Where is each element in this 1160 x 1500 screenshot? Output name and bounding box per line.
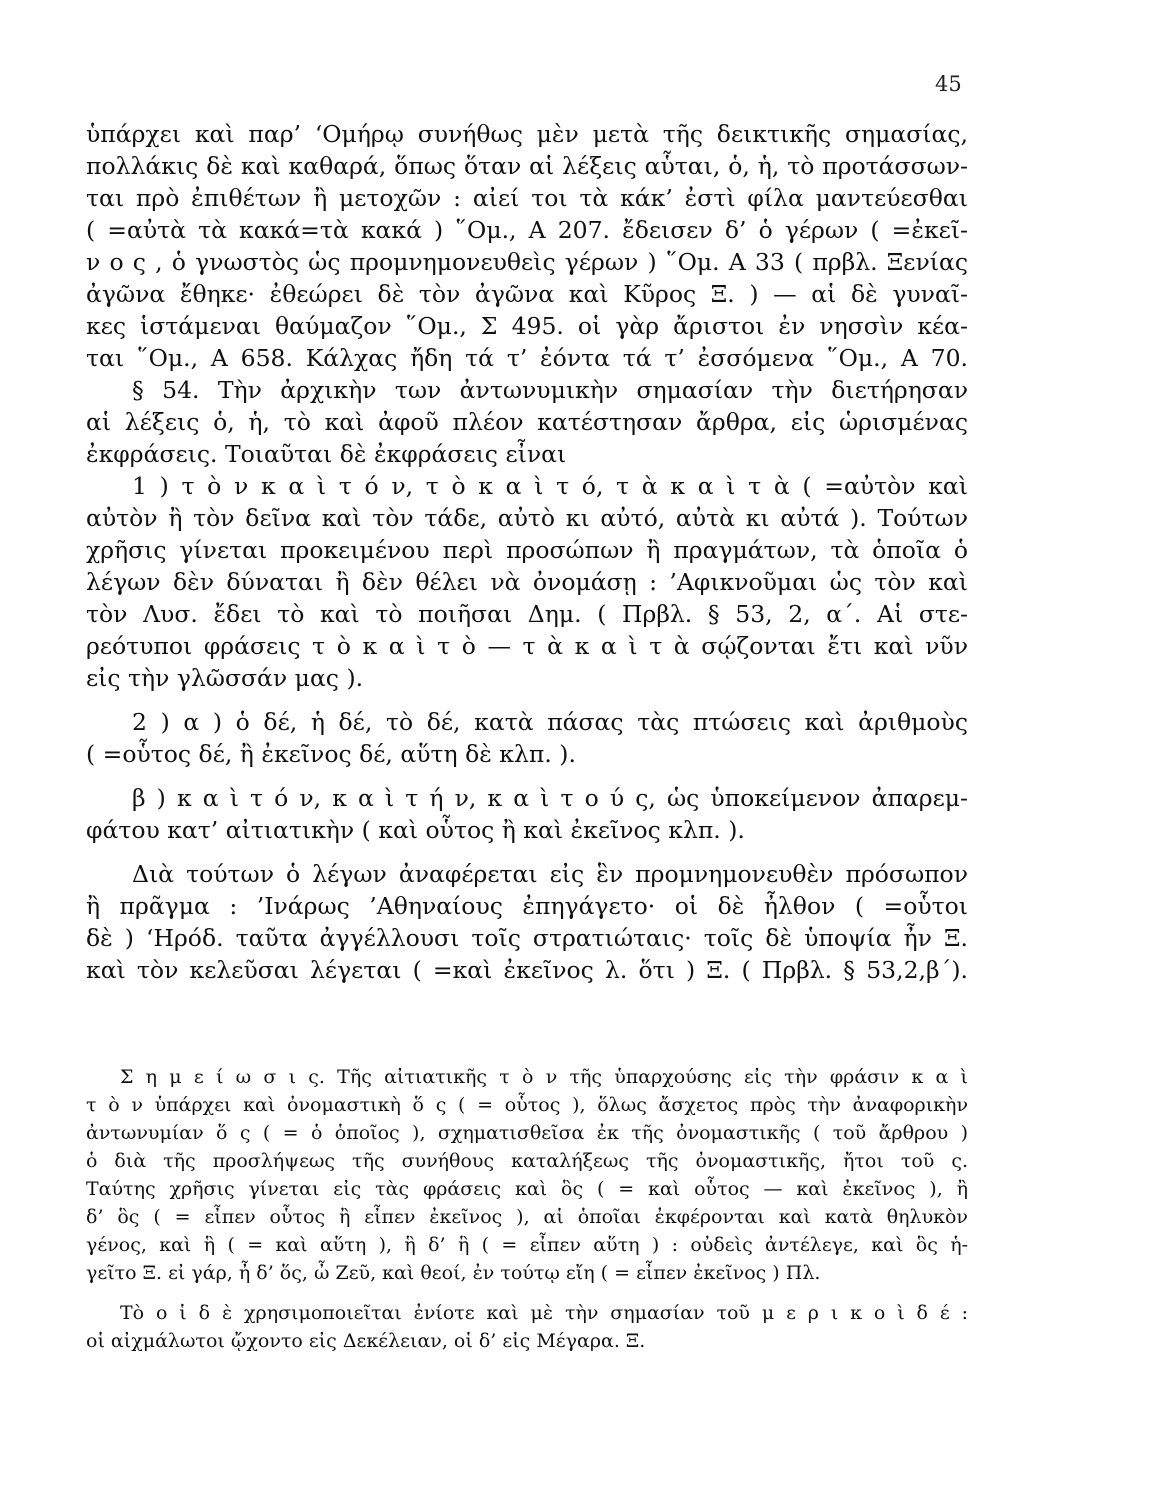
note-line: τ ὸ ν ὑπάρχει καὶ ὀνομαστικὴ ὅ ς ( = οὗτος ), ὅλως ἄσχετος πρὸς τὴν ἀναφορικὴν [86,1094,968,1116]
text-line: καὶ τὸν κελεῦσαι λέγεται ( =καὶ ἐκεῖνος λ. ὅτι ) Ξ. ( Πρβλ. § 53,2,β΄). [86,956,968,984]
text-line: 1 ) τ ὸ ν κ α ὶ τ ό ν, τ ὸ κ α ὶ τ ό, τ ὰ κ α ὶ τ ὰ ( =αὐτὸν καὶ [132,472,968,500]
note-line: Ταύτης χρῆσις γίνεται εἰς τὰς φράσεις καὶ ὃς ( = καὶ οὗτος — καὶ ἐκεῖνος ), ἢ [86,1178,968,1200]
note-line: γένος, καὶ ἣ ( = καὶ αὕτη ), ἣ δ’ ἣ ( = εἶπεν αὕτη ) : οὐδεὶς ἀντέλεγε, καὶ ὃς ἡ- [86,1234,968,1256]
note-line: ὁ διὰ τῆς προσλήψεως τῆς συνήθους καταλήξεως τῆς ὀνομαστικῆς, ἤτοι τοῦ ς. [86,1150,968,1172]
text-line: ( =αὐτὰ τὰ κακά=τὰ κακά ) ῞Ομ., Α 207. ἔδεισεν δ’ ὁ γέρων ( =ἐκεῖ- [86,216,968,244]
section-heading-line: § 54. Τὴν ἀρχικὴν των ἀντωνυμικὴν σημασίαν τὴν διετήρησαν [132,376,968,404]
note-line: ἀντωνυμίαν ὅ ς ( = ὁ ὁποῖος ), σχηματισθεῖσα ἐκ τῆς ὀνομαστικῆς ( τοῦ ἄρθρου ) [86,1122,968,1144]
note-line: οἱ αἰχμάλωτοι ᾤχοντο εἰς Δεκέλειαν, οἱ δ’ εἰς Μέγαρα. Ξ. [86,1330,646,1352]
text-line: ἐκφράσεις. Τοιαῦται δὲ ἐκφράσεις εἶναι [86,440,567,468]
text-line: αὐτὸν ἢ τὸν δεῖνα καὶ τὸν τάδε, αὐτὸ κι αὐτό, αὐτὰ κι αὐτά ). Τούτων [86,504,968,532]
text-line: ὑπάρχει καὶ παρ’ ‘Ομήρῳ συνήθως μὲν μετὰ τῆς δεικτικῆς σημασίας, [86,120,968,148]
text-line: ται πρὸ ἐπιθέτων ἢ μετοχῶν : αἰεί τοι τὰ κάκ’ ἐστὶ φίλα μαντεύεσθαι [86,184,968,212]
text-line: ( =οὗτος δέ, ἢ ἐκεῖνος δέ, αὕτη δὲ κλπ. ). [86,740,576,768]
text-line: ται ῞Ομ., Α 658. Κάλχας ἤδη τά τ’ ἐόντα τά τ’ ἐσσόμενα ῞Ομ., Α 70. [86,344,968,372]
text-line: πολλάκις δὲ καὶ καθαρά, ὅπως ὅταν αἱ λέξεις αὗται, ὁ, ἡ, τὸ προτάσσων- [86,152,968,180]
text-line: φάτου κατ’ αἰτιατικὴν ( καὶ οὗτος ἢ καὶ ἐκεῖνος κλπ. ). [86,816,745,844]
note-line: Σ η μ ε ί ω σ ι ς. Τῆς αἰτιατικῆς τ ὸ ν τῆς ὑπαρχούσης εἰς τὴν φράσιν κ α ὶ [120,1066,968,1088]
text-line: λέγων δὲν δύναται ἢ δὲν θέλει νὰ ὀνομάσῃ : ’Αφικνοῦμαι ὡς τὸν καὶ [86,568,968,596]
text-line: κες ἱστάμεναι θαύμαζον ῞Ομ., Σ 495. οἱ γὰρ ἄριστοι ἐν νησσὶν κέα- [86,312,968,340]
text-line: τὸν Λυσ. ἔδει τὸ καὶ τὸ ποιῆσαι Δημ. ( Πρβλ. § 53, 2, α΄. Αἱ στε- [86,600,968,628]
text-line: 2 ) α ) ὁ δέ, ἡ δέ, τὸ δέ, κατὰ πάσας τὰς πτώσεις καὶ ἀριθμοὺς [132,708,968,736]
text-line: Διὰ τούτων ὁ λέγων ἀναφέρεται εἰς ἓν προμνημονευθὲν πρόσωπον [132,860,968,888]
text-line: εἰς τὴν γλῶσσάν μας ). [86,664,364,692]
note-line: δ’ ὃς ( = εἶπεν οὗτος ἢ εἶπεν ἐκεῖνος ), αἱ ὁποῖαι ἐκφέρονται καὶ κατὰ θηλυκὸν [86,1206,968,1228]
page-number: 45 [935,72,962,96]
text-line: ρεότυποι φράσεις τ ὸ κ α ὶ τ ὸ — τ ὰ κ α ὶ τ ὰ σῴζονται ἔτι καὶ νῦν [86,632,968,660]
text-line: ἀγῶνα ἔθηκε· ἐθεώρει δὲ τὸν ἀγῶνα καὶ Κῦρος Ξ. ) — αἱ δὲ γυναῖ- [86,280,968,308]
text-line: χρῆσις γίνεται προκειμένου περὶ προσώπων ἢ πραγμάτων, τὰ ὁποῖα ὁ [86,536,968,564]
note-line: γεῖτο Ξ. εἰ γάρ, ἦ δ’ ὅς, ὦ Ζεῦ, καὶ θεοί, ἐν τούτῳ εἴη ( = εἶπεν ἐκεῖνος ) Πλ. [86,1262,821,1284]
text-line: ἢ πρᾶγμα : ’Ινάρως ’Αθηναίους ἐπηγάγετο· οἱ δὲ ἦλθον ( =οὗτοι [86,892,968,920]
text-line: β ) κ α ὶ τ ό ν, κ α ὶ τ ή ν, κ α ὶ τ ο ύ ς, ὡς ὑποκείμενον ἀπαρεμ- [132,784,968,812]
text-line: ν ο ς , ὁ γνωστὸς ὡς προμνημονευθεὶς γέρων ) ῞Ομ. Α 33 ( πρβλ. Ξενίας [86,248,968,276]
text-line: δὲ ) ‘Ηρόδ. ταῦτα ἀγγέλλουσι τοῖς στρατιώταις· τοῖς δὲ ὑποψία ἦν Ξ. [86,924,968,952]
text-line: αἱ λέξεις ὁ, ἡ, τὸ καὶ ἀφοῦ πλέον κατέστησαν ἄρθρα, εἰς ὡρισμένας [86,408,968,436]
note-line: Τὸ ο ἱ δ ὲ χρησιμοποιεῖται ἐνίοτε καὶ μὲ τὴν σημασίαν τοῦ μ ε ρ ι κ ο ὶ δ έ : [120,1302,968,1324]
